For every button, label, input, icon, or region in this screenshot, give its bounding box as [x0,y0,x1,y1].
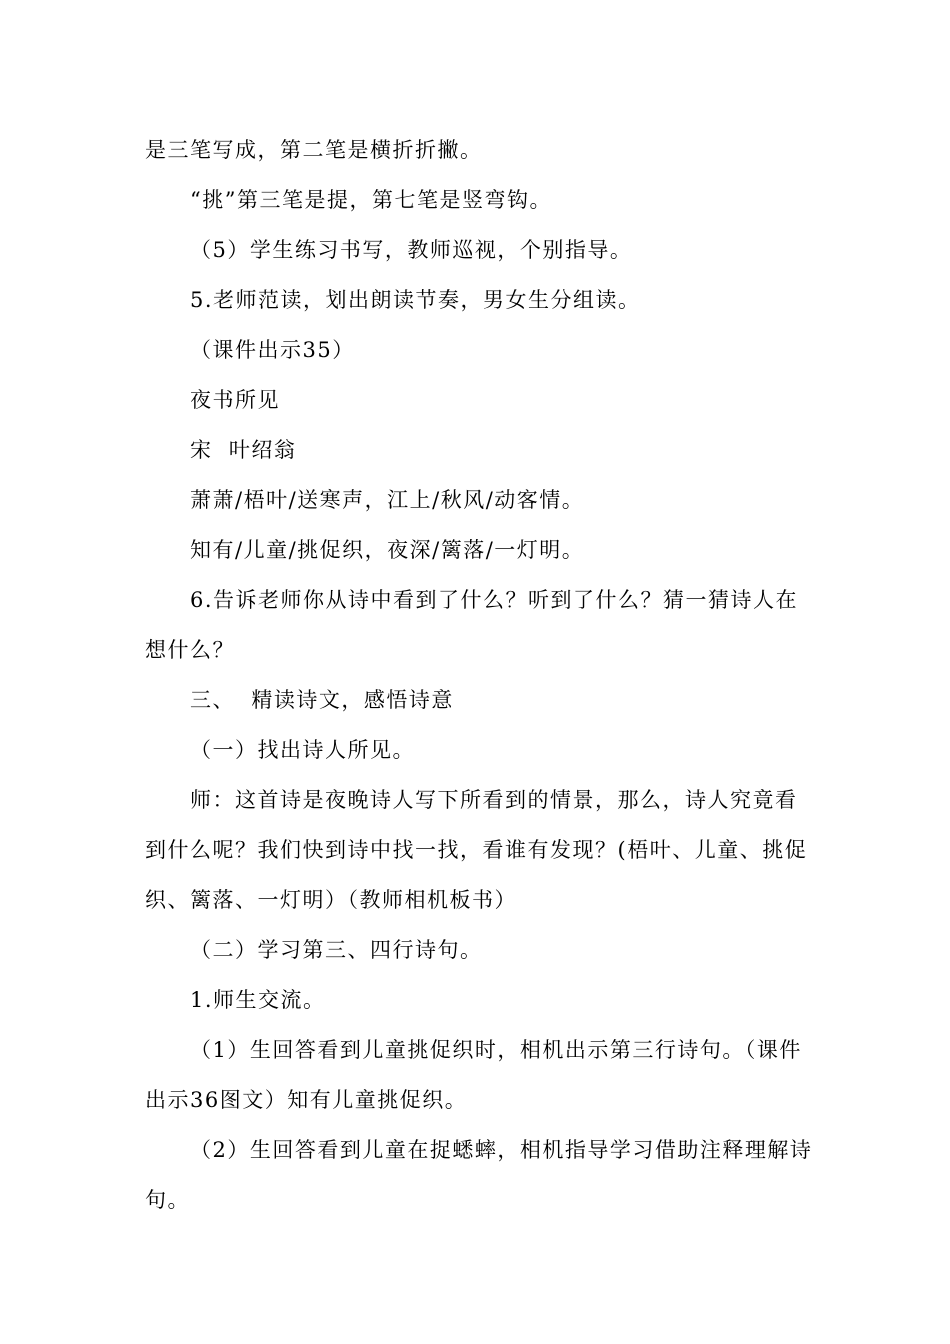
text-line: 6.告诉老师你从诗中看到了什么？听到了什么？猜一猜诗人在 [190,588,799,612]
text-line: 是三笔写成，第二笔是横折折撇。 [145,138,483,162]
subsection-heading: （一）找出诗人所见。 [190,738,415,762]
text-line: 1.师生交流。 [190,988,326,1012]
poem-line: 萧萧/梧叶/送寒声，江上/秋风/动客情。 [190,488,585,512]
text-line: （5）学生练习书写，教师巡视，个别指导。 [190,238,633,262]
poem-line: 知有/儿童/挑促织，夜深/篱落/一灯明。 [190,538,585,562]
text-line: 句。 [145,1188,190,1212]
subsection-heading: （二）学习第三、四行诗句。 [190,938,483,962]
section-heading: 三、 精读诗文，感悟诗意 [190,688,454,712]
text-line: （课件出示35） [190,338,355,362]
text-line: 到什么呢？我们快到诗中找一找，看谁有发现？(梧叶、儿童、挑促 [145,838,808,862]
poem-author: 宋 叶绍翁 [190,438,297,462]
text-line: “挑”第三笔是提，第七笔是竖弯钩。 [190,188,552,212]
text-line: 出示36图文）知有儿童挑促织。 [145,1088,468,1112]
text-line: 师：这首诗是夜晚诗人写下所看到的情景，那么，诗人究竟看 [190,788,798,812]
text-line: 织、篱落、一灯明）（教师相机板书） [145,888,517,912]
text-line: （1）生回答看到儿童挑促织时，相机出示第三行诗句。（课件 [190,1038,802,1062]
text-line: （2）生回答看到儿童在捉蟋蟀，相机指导学习借助注释理解诗 [190,1138,813,1162]
text-line: 想什么？ [145,638,235,662]
poem-title: 夜书所见 [190,388,280,412]
text-line: 5.老师范读，划出朗读节奏，男女生分组读。 [190,288,641,312]
